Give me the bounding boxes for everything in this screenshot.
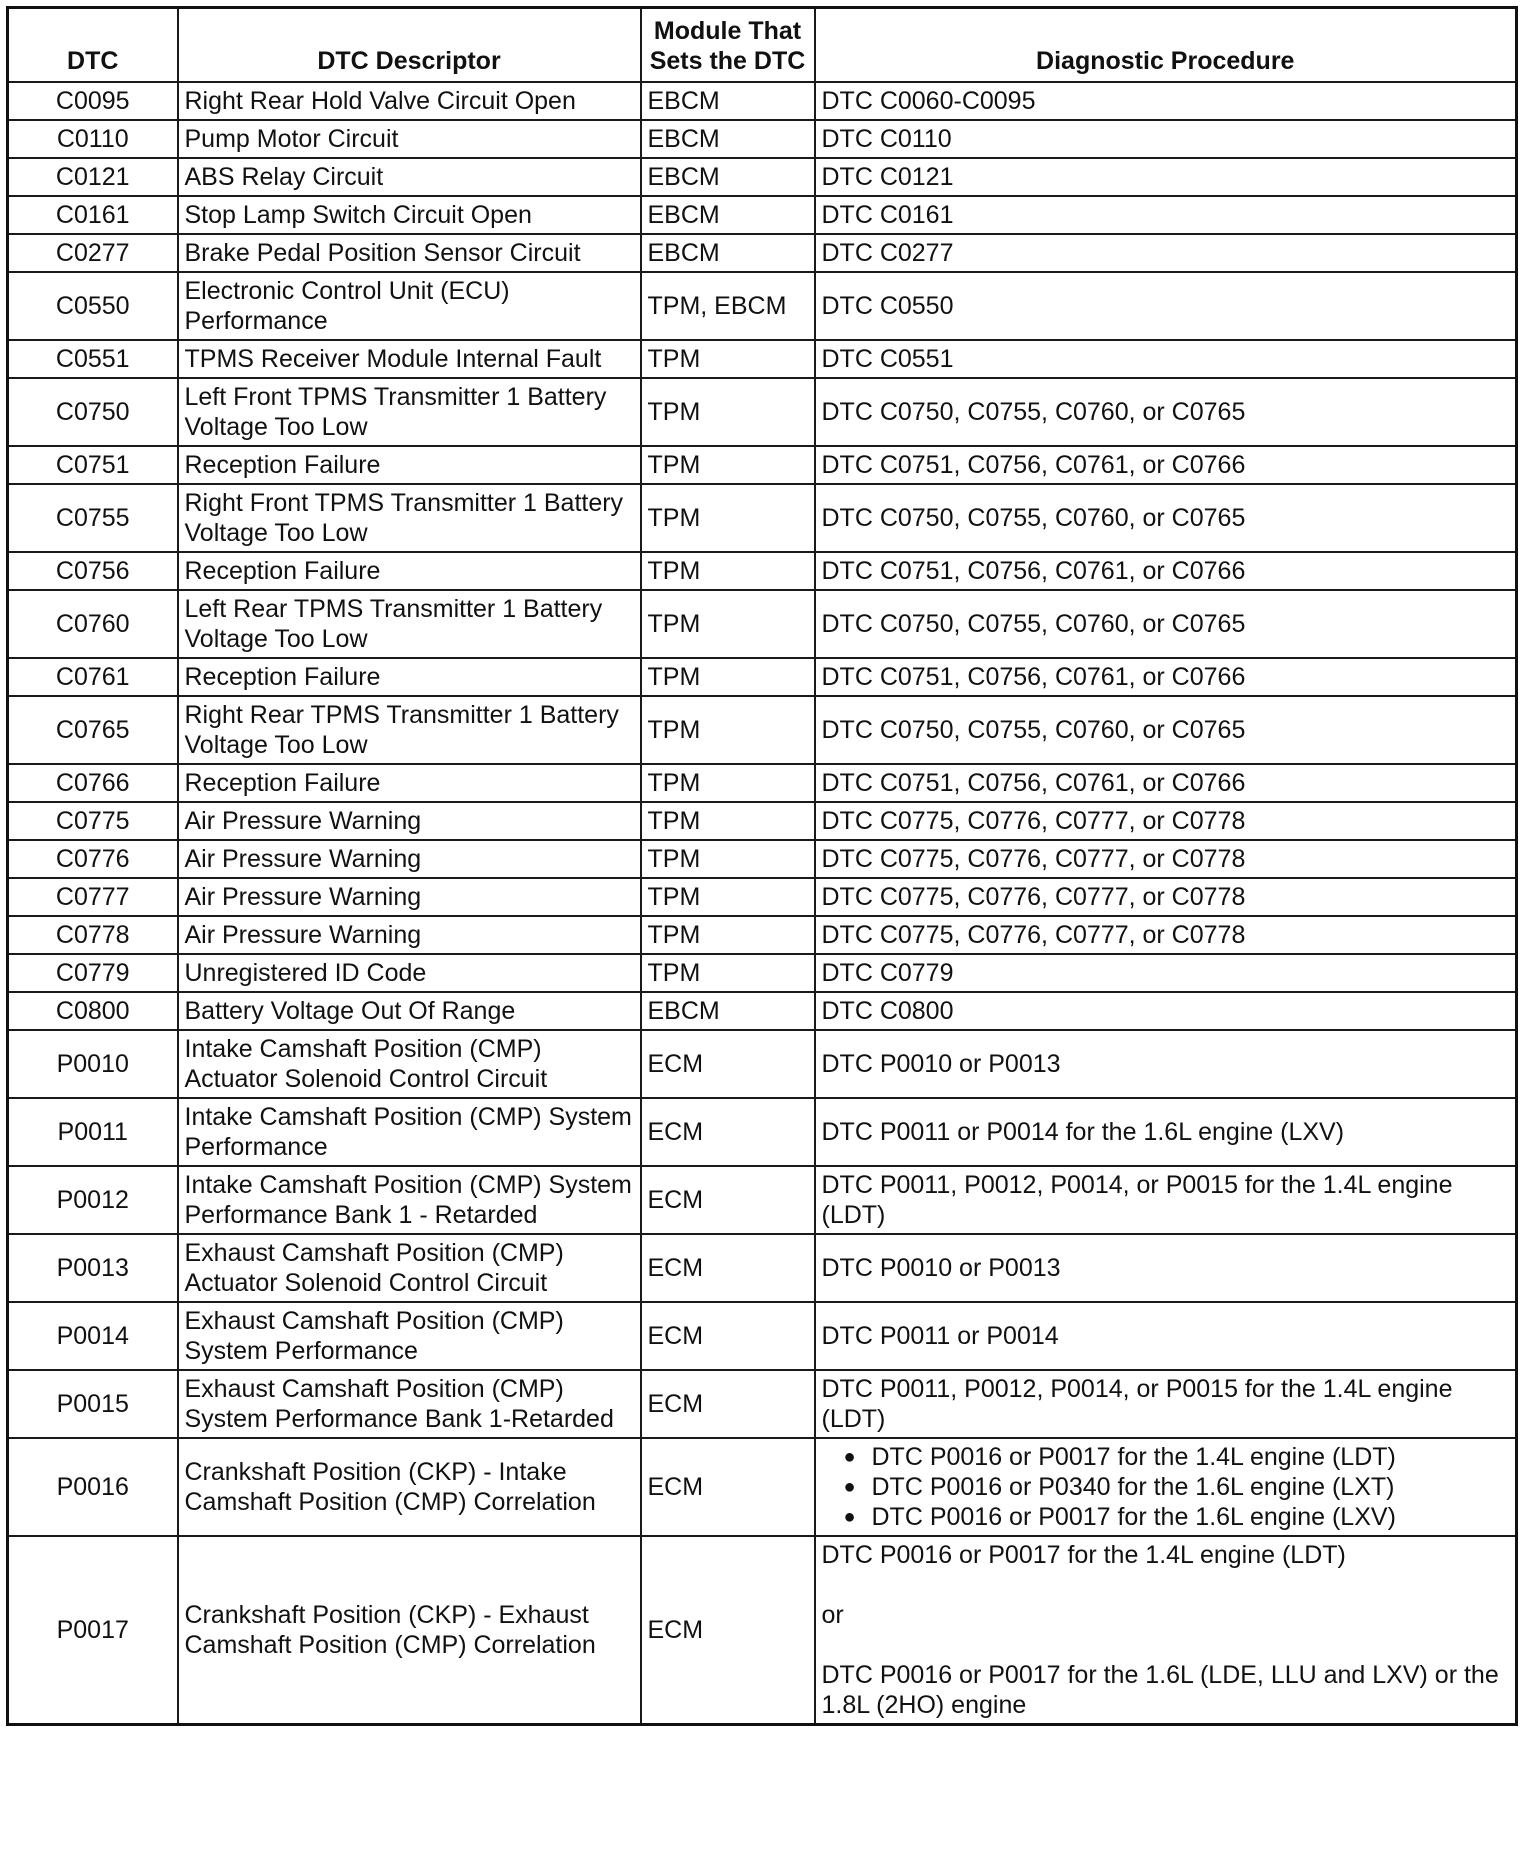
diagnostic-procedure-cell: DTC C0775, C0776, C0777, or C0778 (815, 840, 1517, 878)
dtc-descriptor-cell: Unregistered ID Code (178, 954, 641, 992)
diagnostic-procedure-cell (815, 1536, 1517, 1725)
dtc-descriptor-cell: Left Front TPMS Transmitter 1 Battery Voltage Too Low (178, 378, 641, 446)
module-cell: ECM (641, 1370, 815, 1438)
diagnostic-procedure-cell: DTC C0751, C0756, C0761, or C0766 (815, 552, 1517, 590)
module-cell: ECM (641, 1098, 815, 1166)
dtc-code-cell: C0550 (8, 272, 178, 340)
dtc-descriptor-cell: Air Pressure Warning (178, 840, 641, 878)
module-cell: ECM (641, 1536, 815, 1725)
diagnostic-procedure-cell: DTC C0750, C0755, C0760, or C0765 (815, 590, 1517, 658)
table-row (8, 992, 1517, 1030)
procedure-bullet-item: ● DTC P0016 or P0017 for the 1.6L engine (LXV) (844, 1502, 1510, 1532)
table-row (8, 840, 1517, 878)
dtc-code-cell: P0011 (8, 1098, 178, 1166)
dtc-code-cell: C0755 (8, 484, 178, 552)
diagnostic-procedure-cell: DTC C0110 (815, 120, 1517, 158)
table-row (8, 802, 1517, 840)
dtc-code-cell: C0756 (8, 552, 178, 590)
module-cell: TPM (641, 954, 815, 992)
table-row (8, 234, 1517, 272)
procedure-text-block (822, 1540, 1510, 1720)
module-cell: EBCM (641, 82, 815, 120)
table-row (8, 764, 1517, 802)
module-cell: EBCM (641, 120, 815, 158)
table-row (8, 340, 1517, 378)
dtc-code-cell: C0095 (8, 82, 178, 120)
dtc-code-cell: C0765 (8, 696, 178, 764)
dtc-table (6, 6, 1518, 1726)
dtc-descriptor-cell: Right Rear TPMS Transmitter 1 Battery Voltage Too Low (178, 696, 641, 764)
dtc-code-cell: C0110 (8, 120, 178, 158)
diagnostic-procedure-cell: DTC P0010 or P0013 (815, 1234, 1517, 1302)
diagnostic-procedure-cell: DTC P0011 or P0014 for the 1.6L engine (LXV) (815, 1098, 1517, 1166)
table-row (8, 1302, 1517, 1370)
dtc-descriptor-cell: Reception Failure (178, 764, 641, 802)
table-row (8, 272, 1517, 340)
dtc-code-cell: C0766 (8, 764, 178, 802)
diagnostic-procedure-cell: DTC C0751, C0756, C0761, or C0766 (815, 446, 1517, 484)
table-row (8, 590, 1517, 658)
table-header-row (8, 8, 1517, 83)
table-row (8, 446, 1517, 484)
dtc-code-cell: C0775 (8, 802, 178, 840)
dtc-code-cell: C0277 (8, 234, 178, 272)
module-cell: ECM (641, 1234, 815, 1302)
diagnostic-procedure-cell: DTC P0010 or P0013 (815, 1030, 1517, 1098)
module-cell: TPM (641, 378, 815, 446)
procedure-paragraph: or (821, 1601, 844, 1629)
dtc-descriptor-cell: Reception Failure (178, 552, 641, 590)
diagnostic-procedure-cell: DTC C0750, C0755, C0760, or C0765 (815, 378, 1517, 446)
table-row (8, 878, 1517, 916)
diagnostic-procedure-cell: DTC C0751, C0756, C0761, or C0766 (815, 764, 1517, 802)
dtc-code-cell: P0012 (8, 1166, 178, 1234)
dtc-code-cell: C0776 (8, 840, 178, 878)
table-row (8, 1234, 1517, 1302)
dtc-descriptor-cell: Reception Failure (178, 658, 641, 696)
module-cell: ECM (641, 1438, 815, 1536)
dtc-descriptor-cell: Air Pressure Warning (178, 878, 641, 916)
dtc-descriptor-cell: Right Rear Hold Valve Circuit Open (178, 82, 641, 120)
diagnostic-procedure-cell: DTC C0121 (815, 158, 1517, 196)
diagnostic-procedure-cell: DTC C0750, C0755, C0760, or C0765 (815, 484, 1517, 552)
dtc-descriptor-cell: Crankshaft Position (CKP) - Exhaust Camshaft Position (CMP) Correlation (178, 1536, 641, 1725)
dtc-descriptor-cell: Intake Camshaft Position (CMP) System Performance Bank 1 - Retarded (178, 1166, 641, 1234)
table-row (8, 378, 1517, 446)
module-cell: EBCM (641, 196, 815, 234)
dtc-descriptor-cell: Right Front TPMS Transmitter 1 Battery Voltage Too Low (178, 484, 641, 552)
table-row (8, 552, 1517, 590)
module-cell: TPM (641, 446, 815, 484)
dtc-descriptor-cell: Pump Motor Circuit (178, 120, 641, 158)
procedure-paragraph: DTC P0016 or P0017 for the 1.6L (LDE, LLU and LXV) or the 1.8L (2HO) engine (821, 1661, 1499, 1719)
procedure-bullet-item: ● DTC P0016 or P0340 for the 1.6L engine (LXT) (844, 1472, 1510, 1502)
diagnostic-procedure-cell: DTC C0779 (815, 954, 1517, 992)
module-cell: ECM (641, 1302, 815, 1370)
diagnostic-procedure-cell: DTC C0161 (815, 196, 1517, 234)
dtc-code-cell: P0014 (8, 1302, 178, 1370)
dtc-descriptor-cell: Reception Failure (178, 446, 641, 484)
dtc-descriptor-cell: Exhaust Camshaft Position (CMP) System Performance Bank 1-Retarded (178, 1370, 641, 1438)
module-cell: TPM (641, 658, 815, 696)
dtc-descriptor-cell: Left Rear TPMS Transmitter 1 Battery Voltage Too Low (178, 590, 641, 658)
dtc-descriptor-cell: Air Pressure Warning (178, 802, 641, 840)
diagnostic-procedure-cell: DTC C0775, C0776, C0777, or C0778 (815, 916, 1517, 954)
dtc-descriptor-cell: Exhaust Camshaft Position (CMP) System Performance (178, 1302, 641, 1370)
module-cell: TPM (641, 764, 815, 802)
header-descriptor: DTC Descriptor (178, 8, 641, 83)
header-dtc: DTC (8, 8, 178, 83)
table-row (8, 196, 1517, 234)
module-cell: TPM (641, 590, 815, 658)
table-row (8, 1370, 1517, 1438)
dtc-descriptor-cell: Brake Pedal Position Sensor Circuit (178, 234, 641, 272)
table-row (8, 658, 1517, 696)
dtc-descriptor-cell: Stop Lamp Switch Circuit Open (178, 196, 641, 234)
module-cell: ECM (641, 1166, 815, 1234)
table-row (8, 954, 1517, 992)
diagnostic-procedure-cell: DTC P0011, P0012, P0014, or P0015 for the 1.4L engine (LDT) (815, 1370, 1517, 1438)
dtc-descriptor-cell: Crankshaft Position (CKP) - Intake Camshaft Position (CMP) Correlation (178, 1438, 641, 1536)
module-cell: EBCM (641, 234, 815, 272)
module-cell: EBCM (641, 992, 815, 1030)
dtc-code-cell: C0751 (8, 446, 178, 484)
dtc-code-cell: C0779 (8, 954, 178, 992)
dtc-code-cell: C0777 (8, 878, 178, 916)
module-cell: TPM (641, 878, 815, 916)
module-cell: TPM, EBCM (641, 272, 815, 340)
dtc-descriptor-cell: Intake Camshaft Position (CMP) Actuator Solenoid Control Circuit (178, 1030, 641, 1098)
table-row (8, 1438, 1517, 1536)
diagnostic-procedure-cell: DTC C0551 (815, 340, 1517, 378)
table-row (8, 1166, 1517, 1234)
header-module: Module That Sets the DTC (641, 8, 815, 83)
dtc-code-cell: C0750 (8, 378, 178, 446)
dtc-code-cell: P0015 (8, 1370, 178, 1438)
table-row (8, 916, 1517, 954)
diagnostic-procedure-cell: DTC P0011 or P0014 (815, 1302, 1517, 1370)
dtc-descriptor-cell: Exhaust Camshaft Position (CMP) Actuator Solenoid Control Circuit (178, 1234, 641, 1302)
diagnostic-procedure-cell: DTC C0750, C0755, C0760, or C0765 (815, 696, 1517, 764)
dtc-code-cell: C0760 (8, 590, 178, 658)
dtc-descriptor-cell: Intake Camshaft Position (CMP) System Performance (178, 1098, 641, 1166)
diagnostic-procedure-cell: DTC C0775, C0776, C0777, or C0778 (815, 878, 1517, 916)
module-cell: TPM (641, 802, 815, 840)
procedure-paragraph: DTC P0016 or P0017 for the 1.4L engine (LDT) (821, 1541, 1346, 1569)
table-row (8, 120, 1517, 158)
dtc-code-cell: C0778 (8, 916, 178, 954)
dtc-descriptor-cell: Electronic Control Unit (ECU) Performance (178, 272, 641, 340)
table-row (8, 484, 1517, 552)
procedure-bullet-list (822, 1442, 1510, 1532)
dtc-code-cell: P0016 (8, 1438, 178, 1536)
diagnostic-procedure-cell (815, 1438, 1517, 1536)
module-cell: TPM (641, 340, 815, 378)
diagnostic-procedure-cell: DTC P0011, P0012, P0014, or P0015 for the 1.4L engine (LDT) (815, 1166, 1517, 1234)
dtc-code-cell: C0800 (8, 992, 178, 1030)
table-row (8, 158, 1517, 196)
table-row (8, 696, 1517, 764)
table-body (8, 82, 1517, 1725)
dtc-code-cell: C0551 (8, 340, 178, 378)
procedure-bullet-item: ● DTC P0016 or P0017 for the 1.4L engine (LDT) (844, 1442, 1510, 1472)
dtc-code-cell: C0161 (8, 196, 178, 234)
diagnostic-procedure-cell: DTC C0775, C0776, C0777, or C0778 (815, 802, 1517, 840)
module-cell: ECM (641, 1030, 815, 1098)
module-cell: TPM (641, 916, 815, 954)
module-cell: TPM (641, 484, 815, 552)
dtc-descriptor-cell: TPMS Receiver Module Internal Fault (178, 340, 641, 378)
table-row (8, 1098, 1517, 1166)
dtc-descriptor-cell: ABS Relay Circuit (178, 158, 641, 196)
diagnostic-procedure-cell: DTC C0060-C0095 (815, 82, 1517, 120)
dtc-code-cell: C0121 (8, 158, 178, 196)
table-row (8, 1536, 1517, 1725)
table-row (8, 1030, 1517, 1098)
table-row (8, 82, 1517, 120)
diagnostic-procedure-cell: DTC C0751, C0756, C0761, or C0766 (815, 658, 1517, 696)
diagnostic-procedure-cell: DTC C0550 (815, 272, 1517, 340)
dtc-descriptor-cell: Air Pressure Warning (178, 916, 641, 954)
diagnostic-procedure-cell: DTC C0800 (815, 992, 1517, 1030)
header-procedure: Diagnostic Procedure (815, 8, 1517, 83)
module-cell: EBCM (641, 158, 815, 196)
dtc-code-cell: C0761 (8, 658, 178, 696)
module-cell: TPM (641, 840, 815, 878)
dtc-code-cell: P0010 (8, 1030, 178, 1098)
dtc-code-cell: P0013 (8, 1234, 178, 1302)
module-cell: TPM (641, 552, 815, 590)
dtc-descriptor-cell: Battery Voltage Out Of Range (178, 992, 641, 1030)
dtc-code-cell: P0017 (8, 1536, 178, 1725)
module-cell: TPM (641, 696, 815, 764)
diagnostic-procedure-cell: DTC C0277 (815, 234, 1517, 272)
